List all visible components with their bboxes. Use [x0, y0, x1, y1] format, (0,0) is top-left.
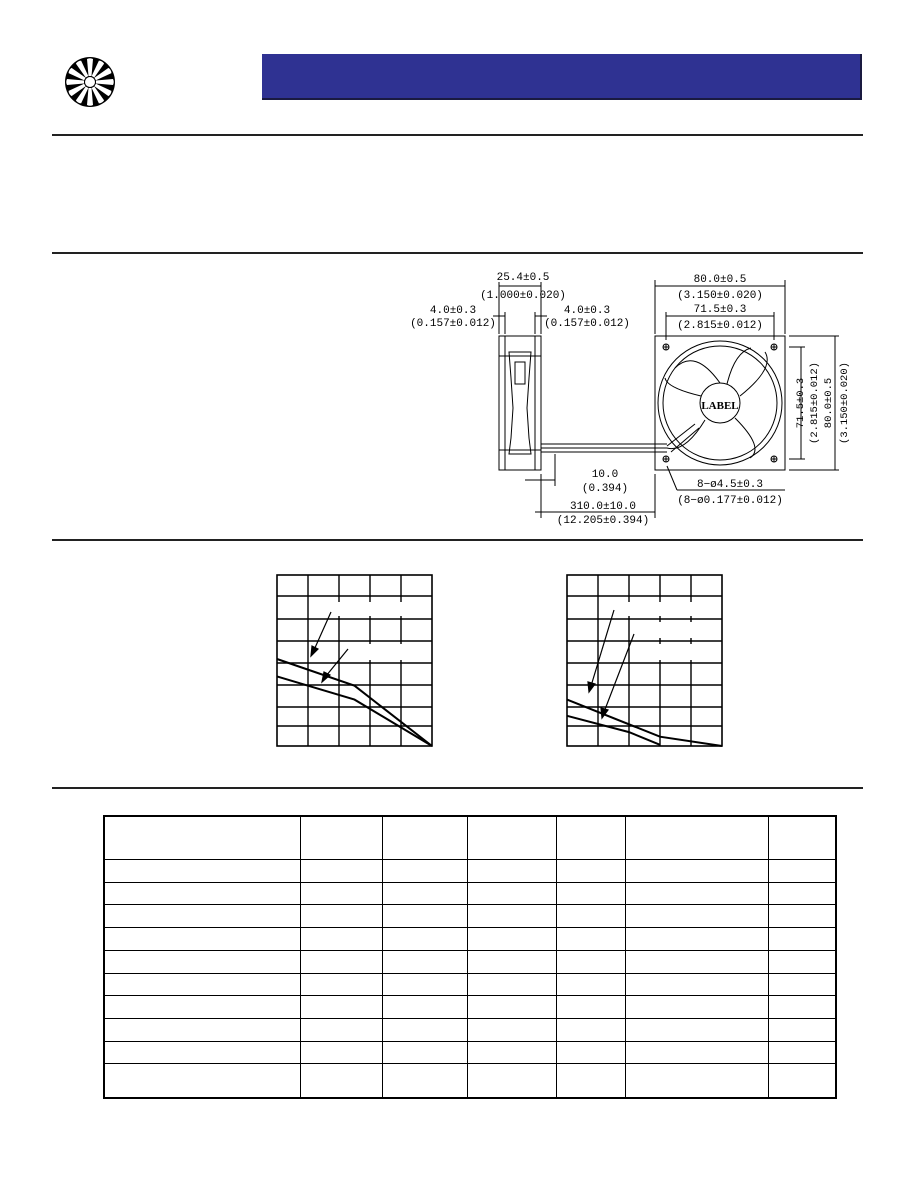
table-cell [468, 905, 557, 928]
table-row [104, 996, 836, 1019]
table-cell [768, 928, 836, 951]
table-cell [557, 882, 626, 905]
fan-logo-icon [64, 56, 116, 108]
dim-hole-pitch: 71.5±0.3 [693, 304, 747, 316]
table-cell [104, 882, 300, 905]
table-cell [626, 950, 769, 973]
table-cell [626, 973, 769, 996]
dim-v-pitch: 71.5±0.3 [795, 377, 807, 429]
table-header-cell [382, 816, 468, 860]
table-cell [382, 905, 468, 928]
table-cell [382, 1018, 468, 1041]
table-cell [300, 1041, 382, 1064]
table-cell [300, 928, 382, 951]
table-cell [468, 996, 557, 1019]
table-cell [768, 1018, 836, 1041]
table-cell [768, 973, 836, 996]
dim-height: 80.0±0.5 [823, 377, 835, 429]
table-cell [382, 1041, 468, 1064]
table-cell [626, 1041, 769, 1064]
dim-lead-strip: 10.0 [591, 469, 619, 481]
table-header-cell [768, 816, 836, 860]
table-cell [300, 860, 382, 883]
table-cell [557, 905, 626, 928]
table-cell [626, 1018, 769, 1041]
table-cell [768, 996, 836, 1019]
table-cell [626, 882, 769, 905]
dim-flange-right: 4.0±0.3 [563, 305, 611, 317]
dim-height-inch: (3.150±0.020) [839, 362, 851, 444]
table-cell [768, 860, 836, 883]
header-banner [262, 54, 862, 100]
table-cell [557, 973, 626, 996]
table-cell [557, 1064, 626, 1098]
table-cell [557, 996, 626, 1019]
table-row [104, 950, 836, 973]
table-cell [382, 1064, 468, 1098]
dim-flange-right-inch: (0.157±0.012) [544, 318, 630, 330]
table-cell [626, 905, 769, 928]
table-row [104, 905, 836, 928]
table-cell [626, 996, 769, 1019]
divider [52, 539, 863, 541]
table-row [104, 1018, 836, 1041]
dim-lead-length: 310.0±10.0 [569, 501, 637, 513]
table-cell [557, 1018, 626, 1041]
table-cell [626, 860, 769, 883]
dim-width: 80.0±0.5 [693, 274, 747, 286]
table-cell [300, 1064, 382, 1098]
table-cell [300, 996, 382, 1019]
table-cell [104, 1064, 300, 1098]
table-cell [768, 1041, 836, 1064]
table-cell [468, 860, 557, 883]
divider [52, 787, 863, 789]
divider [52, 252, 863, 254]
table-cell [468, 882, 557, 905]
performance-chart-left [276, 574, 434, 748]
fan-dimension-drawing [405, 268, 865, 530]
spec-table [103, 815, 837, 1099]
table-cell [300, 1018, 382, 1041]
table-cell [557, 860, 626, 883]
table-cell [768, 882, 836, 905]
table-cell [382, 973, 468, 996]
table-cell [104, 860, 300, 883]
table-cell [468, 1041, 557, 1064]
table-cell [104, 950, 300, 973]
dim-depth: 25.4±0.5 [496, 272, 550, 284]
dim-holes: 8−ø4.5±0.3 [696, 479, 764, 491]
dim-lead-length-inch: (12.205±0.394) [556, 515, 650, 527]
table-cell [300, 950, 382, 973]
dim-width-inch: (3.150±0.020) [677, 290, 763, 302]
table-cell [557, 950, 626, 973]
table-cell [557, 928, 626, 951]
table-header-cell [626, 816, 769, 860]
table-cell [382, 996, 468, 1019]
table-header-cell [468, 816, 557, 860]
table-cell [104, 1018, 300, 1041]
table-cell [104, 905, 300, 928]
dim-holes-inch: (8−ø0.177±0.012) [677, 495, 783, 507]
table-header-row [104, 816, 836, 860]
table-row [104, 973, 836, 996]
table-cell [300, 973, 382, 996]
label-text: LABEL [701, 400, 739, 412]
table-row [104, 860, 836, 883]
table-cell [768, 905, 836, 928]
table-cell [382, 950, 468, 973]
table-cell [382, 928, 468, 951]
dim-v-pitch-inch: (2.815±0.012) [809, 362, 821, 444]
performance-chart-right [566, 574, 724, 748]
table-cell [468, 1018, 557, 1041]
table-cell [468, 973, 557, 996]
table-cell [104, 996, 300, 1019]
dim-lead-strip-inch: (0.394) [581, 483, 629, 495]
table-cell [768, 950, 836, 973]
table-cell [104, 928, 300, 951]
dim-depth-inch: (1.000±0.020) [480, 290, 566, 302]
table-cell [468, 1064, 557, 1098]
dim-flange-left-inch: (0.157±0.012) [410, 318, 496, 330]
table-cell [557, 1041, 626, 1064]
table-row [104, 1064, 836, 1098]
table-cell [382, 882, 468, 905]
table-header-cell [104, 816, 300, 860]
table-cell [468, 950, 557, 973]
table-cell [104, 1041, 300, 1064]
divider [52, 134, 863, 136]
table-header-cell [557, 816, 626, 860]
table-row [104, 1041, 836, 1064]
table-cell [626, 928, 769, 951]
table-cell [104, 973, 300, 996]
table-row [104, 928, 836, 951]
table-cell [626, 1064, 769, 1098]
table-cell [300, 905, 382, 928]
table-cell [300, 882, 382, 905]
dim-hole-pitch-inch: (2.815±0.012) [677, 320, 763, 332]
table-header-cell [300, 816, 382, 860]
table-cell [768, 1064, 836, 1098]
table-row [104, 882, 836, 905]
dim-flange-left: 4.0±0.3 [429, 305, 477, 317]
table-cell [468, 928, 557, 951]
table-cell [382, 860, 468, 883]
